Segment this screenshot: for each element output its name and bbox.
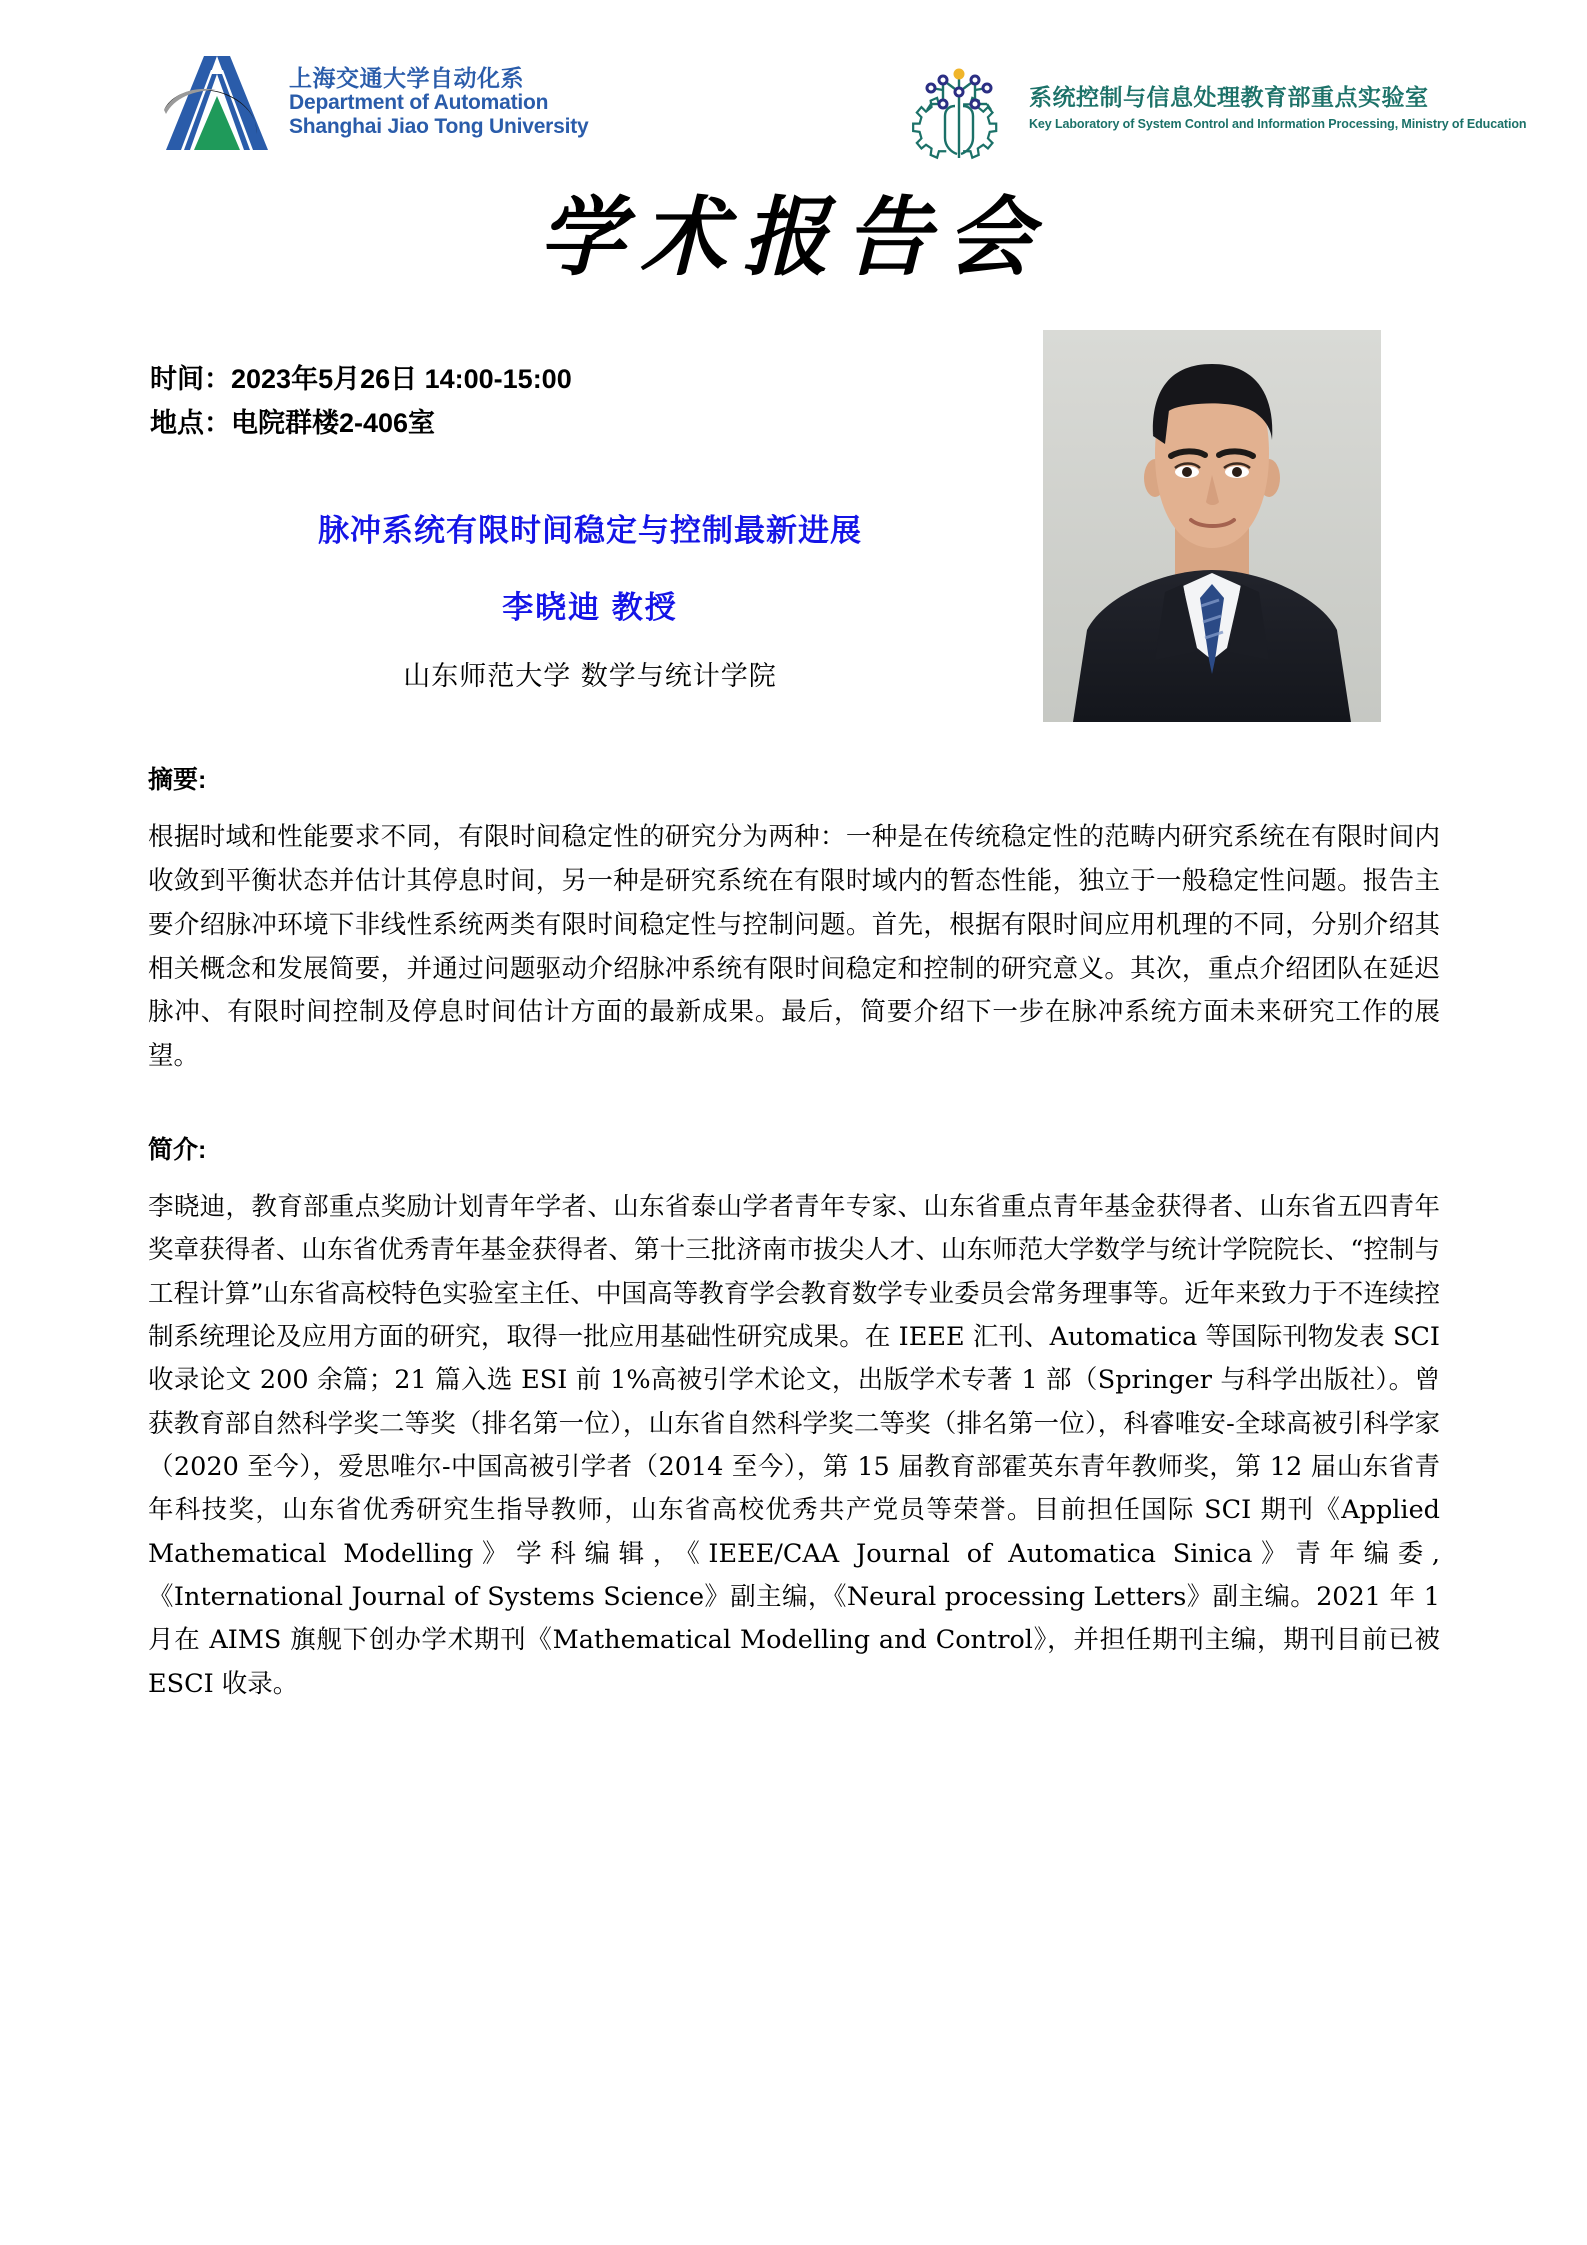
event-place-label: 地点：: [150, 407, 231, 438]
key-laboratory-logo: [905, 54, 1526, 162]
sjtu-cn-name: 上海交通大学自动化系: [289, 64, 524, 91]
talk-title: 脉冲系统有限时间稳定与控制最新进展: [318, 513, 862, 548]
key-laboratory-logo-text: [1029, 84, 1526, 132]
sjtu-en-line2: Shanghai Jiao Tong University: [289, 114, 589, 138]
sjtu-en-line1: Department of Automation: [289, 91, 549, 115]
bio-section: [148, 1130, 1440, 1706]
page-title: 学术报告会: [538, 187, 1049, 288]
event-place-row: [150, 402, 572, 446]
abstract-text: 根据时域和性能要求不同，有限时间稳定性的研究分为两种：一种是在传统稳定性的范畴内研究系统在有限时间内收敛到平衡状态并估计其停息时间，另一种是研究系统在有限时域内的暂态性能，独立于一般稳定性问题。报告主要介绍脉冲环境下非线性系统两类有限时间稳定性与控制问题。首先，根据有限时间应用机理的不同，分别介绍其相关概念和发展简要，并通过问题驱动介绍脉冲系统有限时间稳定和控制的研究意义。其次，重点介绍团队在延迟脉冲、有限时间控制及停息时间估计方面的最新成果。最后，简要介绍下一步在脉冲系统方面未来研究工作的展望。: [148, 822, 1440, 1072]
klab-en-name: Key Laboratory of System Control and Information Processing, Ministry of Education: [1029, 116, 1527, 131]
sjtu-automation-logo: [160, 48, 589, 156]
event-time-row: [150, 358, 572, 402]
klab-cn-name: 系统控制与信息处理教育部重点实验室: [1029, 84, 1429, 111]
abstract-section: [148, 760, 1440, 1079]
talk-affiliation: 山东师范大学 数学与统计学院: [403, 660, 777, 692]
abstract-heading: 摘要:: [148, 766, 207, 794]
sjtu-emblem-icon: [160, 48, 275, 156]
event-time-label: 时间：: [150, 364, 231, 394]
speaker-portrait: [1043, 330, 1381, 722]
event-meta: [150, 358, 572, 445]
header-logos: [0, 40, 1587, 170]
bio-heading: 简介:: [148, 1136, 207, 1164]
gear-brain-circuit-icon: [905, 54, 1013, 162]
event-time-value: 2023年5月26日 14:00-15:00: [231, 364, 572, 394]
sjtu-logo-text: [289, 66, 589, 139]
talk-speaker: 李晓迪 教授: [502, 589, 678, 625]
event-place-value: 电院群楼2-406室: [231, 407, 436, 438]
talk-info: [150, 510, 1030, 693]
bio-text: 李晓迪，教育部重点奖励计划青年学者、山东省泰山学者青年专家、山东省重点青年基金获得者、山东省五四青年奖章获得者、山东省优秀青年基金获得者、第十三批济南市拔尖人才、山东师范大学数学与统计学院院长、“控制与工程计算”山东省高校特色实验室主任、中国高等教育学会教育数学专业委员会常务理事等。近年来致力于不连续控制系统理论及应用方面的研究，取得一批应用基础性研究成果。在 IEEE 汇刊、Automatica 等国际刊物发表 SCI 收录论文 200 余篇；21 篇入选 ESI 前 1%高被引学术论文，出版学术专著 1 部（Springer 与科学出版社）。曾获教育部自然科学奖二等奖（排名第一位），山东省自然科学奖二等奖（排名第一位），科睿唯安-全球高被引科学家（2020 至今），爱思唯尔-中国高被引学者（2014 至今），第 15 届教育部霍英东青年教师奖，第 12 届山东省青年科技奖，山东省优秀研究生指导教师，山东省高校优秀共产党员等荣誉。目前担任国际 SCI 期刊《Applied Mathematical Modelling》学科编辑，《IEEE/CAA Journal of Automatica Sinica》青年编委,《International Journal of Systems Science》副主编，《Neural processing Letters》副主编。2021 年 1 月在 AIMS 旗舰下创办学术期刊《Mathematical Modelling and Control》，并担任期刊主编，期刊目前已被 ESCI 收录。: [148, 1192, 1440, 1699]
